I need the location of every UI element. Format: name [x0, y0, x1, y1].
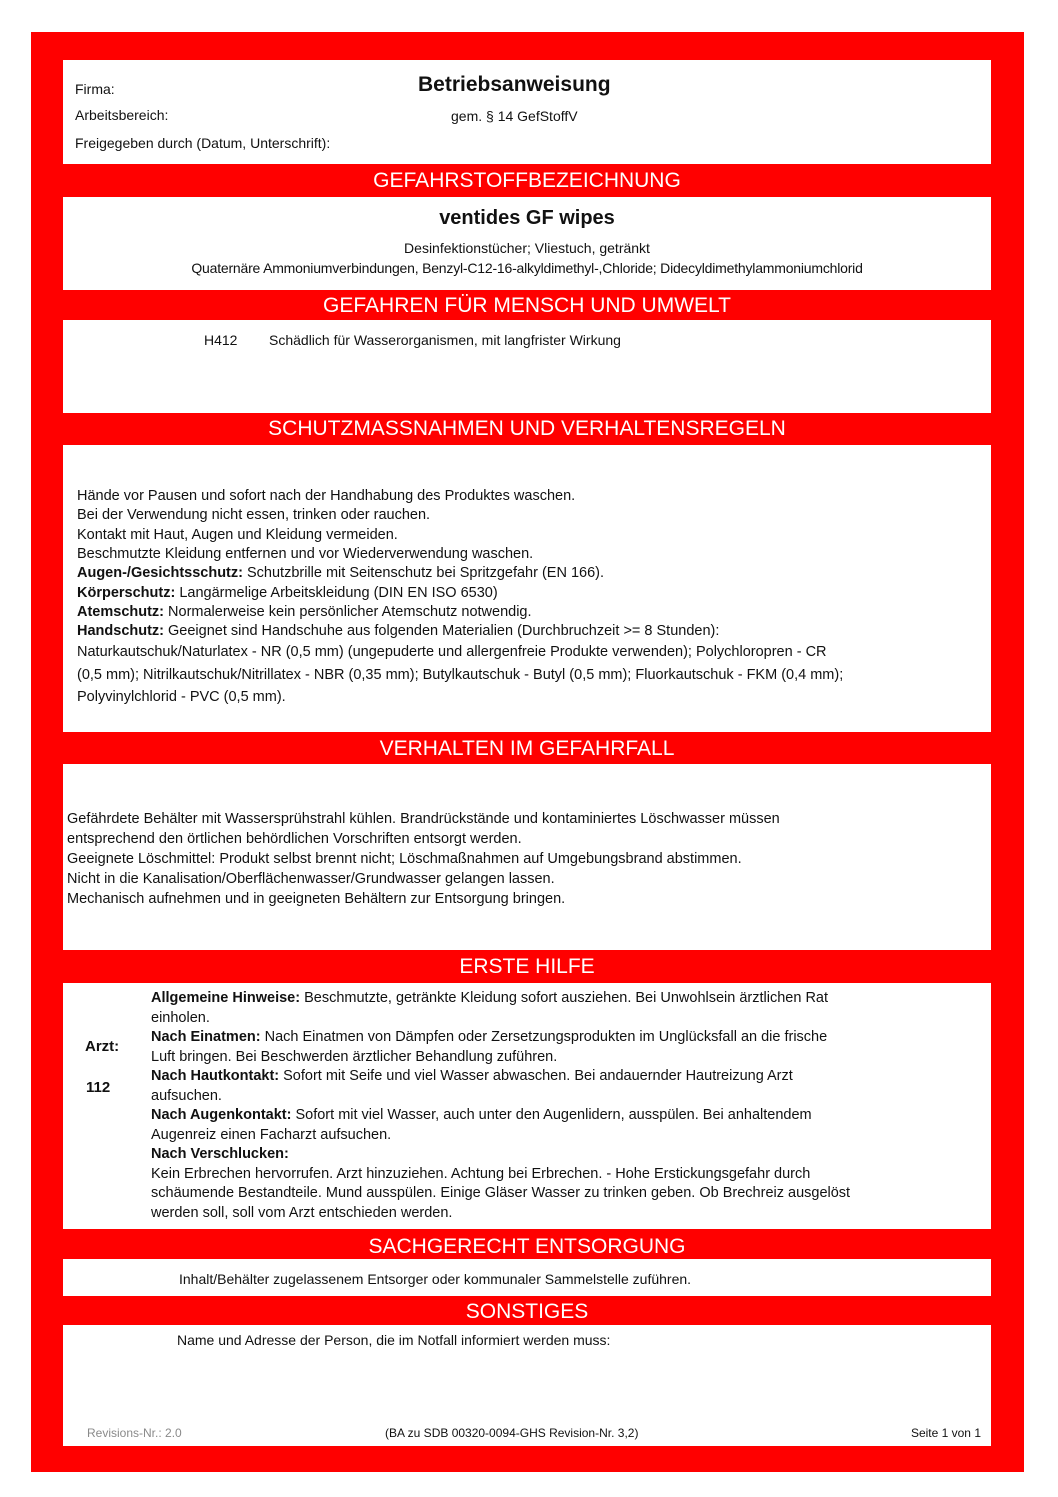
- erste-hilfe-line: [151, 1067, 793, 1087]
- section-heading-erste-hilfe: ERSTE HILFE: [459, 955, 595, 978]
- gefahren-panel: [63, 320, 991, 413]
- schutz-line-label: Atemschutz:: [77, 603, 165, 620]
- section-heading-gefahrfall: VERHALTEN IM GEFAHRFALL: [379, 737, 675, 760]
- erste-hilfe-line-label: Nach Hautkontakt:: [151, 1068, 280, 1084]
- glove-line: [77, 666, 843, 686]
- schutz-line: [77, 622, 719, 642]
- gefahrstoff-panel: [63, 197, 991, 290]
- schutz-line: [77, 506, 430, 526]
- erste-hilfe-line-text: Sofort mit viel Wasser, auch unter den Augenlidern, ausspülen. Bei anhaltendem: [291, 1107, 812, 1123]
- schutz-line: [77, 526, 398, 546]
- gefahrfall-line-text: Mechanisch aufnehmen und in geeigneten Behältern zur Entsorgung bringen.: [67, 891, 566, 907]
- glove-line: [77, 688, 286, 708]
- schutz-line-text: Kontakt mit Haut, Augen und Kleidung vermeiden.: [77, 526, 398, 543]
- page-subtitle: gem. § 14 GefStoffV: [451, 108, 578, 124]
- section-heading-entsorgung: SACHGERECHT ENTSORGUNG: [368, 1235, 686, 1258]
- arbeitsbereich-label: Arbeitsbereich:: [75, 107, 169, 123]
- erste-hilfe-line-text: Nach Einatmen von Dämpfen oder Zersetzungsprodukten im Unglücksfall an die frische: [260, 1029, 828, 1045]
- erste-hilfe-line-text: einholen.: [151, 1009, 210, 1026]
- product-name: ventides GF wipes: [439, 207, 615, 229]
- footer-reference: (BA zu SDB 00320-0094-GHS Revision-Nr. 3,2): [385, 1426, 639, 1440]
- schutz-line-text: Geeignet sind Handschuhe aus folgenden Materialien (Durchbruchzeit >= 8 Stunden):: [164, 623, 720, 640]
- arzt-label: Arzt:: [85, 1038, 120, 1055]
- hazard-code: H412: [204, 332, 238, 348]
- schutz-line-text: Normalerweise kein persönlicher Atemschutz notwendig.: [164, 603, 532, 620]
- erste-hilfe-line-text: schäumende Bestandteile. Mund ausspülen. Einige Gläser Wasser zu trinken geben. Ob Brechreiz ausgelöst: [151, 1185, 851, 1201]
- product-ingredients: Quaternäre Ammoniumverbindungen, Benzyl-C12-16-alkyldimethyl-,Chloride; Didecyldimethylammoniumchlorid: [191, 260, 863, 276]
- gefahrfall-line: [67, 830, 522, 850]
- footer-page: Seite 1 von 1: [910, 1426, 981, 1440]
- erste-hilfe-line-text: Augenreiz einen Facharzt aufsuchen.: [151, 1126, 392, 1143]
- page-title: Betriebsanweisung: [418, 73, 611, 96]
- erste-hilfe-line-label: Nach Verschlucken:: [151, 1146, 289, 1162]
- erste-hilfe-line-text: aufsuchen.: [151, 1087, 222, 1104]
- schutz-line-label: Körperschutz:: [77, 584, 176, 601]
- schutz-line-text: Bei der Verwendung nicht essen, trinken oder rauchen.: [77, 507, 431, 524]
- erste-hilfe-line: [151, 1048, 557, 1068]
- erste-hilfe-line-text: Beschmutzte, getränkte Kleidung sofort ausziehen. Bei Unwohlsein ärztlichen Rat: [300, 990, 829, 1006]
- section-heading-gefahrstoff: GEFAHRSTOFFBEZEICHNUNG: [373, 169, 681, 192]
- firma-label: Firma:: [75, 81, 115, 97]
- schutz-line-label: Augen-/Gesichtsschutz:: [77, 565, 243, 582]
- erste-hilfe-line-text: Sofort mit Seife und viel Wasser abwaschen. Bei andauernder Hautreizung Arzt: [279, 1068, 793, 1084]
- erste-hilfe-line: [151, 1145, 289, 1165]
- schutz-line-text: Schutzbrille mit Seitenschutz bei Spritzgefahr (EN 166).: [242, 565, 605, 582]
- gefahrfall-line-text: entsprechend den örtlichen behördlichen Vorschriften entsorgt werden.: [67, 831, 522, 847]
- schutz-line-label: Handschutz:: [77, 623, 164, 640]
- product-description: Desinfektionstücher; Vliestuch, getränkt: [404, 240, 650, 256]
- erste-hilfe-line-text: Luft bringen. Bei Beschwerden ärztlicher Behandlung zuführen.: [151, 1048, 558, 1065]
- arzt-number: 112: [86, 1079, 111, 1096]
- sonstiges-text: Name und Adresse der Person, die im Notfall informiert werden muss:: [177, 1332, 611, 1348]
- glove-line: [77, 643, 827, 663]
- gefahrfall-line-text: Nicht in die Kanalisation/Oberflächenwasser/Grundwasser gelangen lassen.: [67, 871, 555, 887]
- erste-hilfe-line: [151, 1184, 850, 1204]
- section-heading-schutz: SCHUTZMASSNAHMEN UND VERHALTENSREGELN: [268, 417, 786, 440]
- freigegeben-label: Freigegeben durch (Datum, Unterschrift):: [75, 135, 331, 151]
- section-heading-sonstiges: SONSTIGES: [465, 1300, 589, 1323]
- hazard-text: Schädlich für Wasserorganismen, mit langfrister Wirkung: [269, 332, 621, 348]
- erste-hilfe-panel: [63, 983, 991, 1229]
- glove-line-text: Polyvinylchlorid - PVC (0,5 mm).: [77, 689, 286, 705]
- gefahrfall-line: [67, 890, 565, 910]
- schutz-line: [77, 564, 604, 584]
- erste-hilfe-line-label: Nach Augenkontakt:: [151, 1107, 292, 1123]
- gefahrfall-panel: [63, 764, 991, 950]
- footer-revision: Revisions-Nr.: 2.0: [87, 1426, 182, 1440]
- schutz-line-text: Beschmutzte Kleidung entfernen und vor Wiederverwendung waschen.: [77, 545, 534, 562]
- gefahrfall-line: [67, 810, 780, 830]
- section-heading-gefahren: GEFAHREN FÜR MENSCH UND UMWELT: [323, 294, 731, 317]
- erste-hilfe-line: [151, 1028, 827, 1048]
- erste-hilfe-line: [151, 1009, 210, 1029]
- gefahrfall-line: [67, 850, 742, 870]
- schutz-line: [77, 584, 498, 604]
- erste-hilfe-line: [151, 1165, 810, 1185]
- erste-hilfe-line-label: Nach Einatmen:: [151, 1029, 261, 1045]
- erste-hilfe-line-label: Allgemeine Hinweise:: [151, 990, 301, 1006]
- entsorgung-text: Inhalt/Behälter zugelassenem Entsorger oder kommunaler Sammelstelle zuführen.: [179, 1271, 692, 1287]
- glove-line-text: (0,5 mm); Nitrilkautschuk/Nitrillatex - NBR (0,35 mm); Butylkautschuk - Butyl (0,5 mm); Fluorkautschuk - FKM (0,4 mm);: [77, 666, 844, 683]
- schutz-panel: [63, 445, 991, 732]
- erste-hilfe-line: [151, 1106, 812, 1126]
- erste-hilfe-line: [151, 989, 828, 1009]
- erste-hilfe-line: [151, 1204, 452, 1224]
- schutz-line-text: Hände vor Pausen und sofort nach der Handhabung des Produktes waschen.: [77, 488, 576, 504]
- schutz-line-text: Langärmelige Arbeitskleidung (DIN EN ISO 6530): [175, 584, 498, 601]
- erste-hilfe-line: [151, 1126, 391, 1146]
- glove-line-text: Naturkautschuk/Naturlatex - NR (0,5 mm) (ungepuderte und allergenfreie Produkte verwenden); Polychloropren - CR: [77, 644, 827, 660]
- erste-hilfe-line-text: Kein Erbrechen hervorrufen. Arzt hinzuziehen. Achtung bei Erbrechen. - Hohe Erstickungsgefahr durch: [151, 1165, 811, 1182]
- schutz-line: [77, 545, 533, 565]
- erste-hilfe-line: [151, 1087, 222, 1107]
- schutz-line: [77, 603, 532, 623]
- erste-hilfe-line-text: werden soll, soll vom Arzt entschieden werden.: [151, 1204, 453, 1221]
- gefahrfall-line: [67, 870, 555, 890]
- sonstiges-panel: [63, 1325, 991, 1446]
- gefahrfall-line-text: Geeignete Löschmittel: Produkt selbst brennt nicht; Löschmaßnahmen auf Umgebungsbrand abstimmen.: [67, 851, 742, 867]
- header-panel: [63, 60, 991, 164]
- schutz-line: [77, 487, 575, 507]
- gefahrfall-line-text: Gefährdete Behälter mit Wassersprühstrahl kühlen. Brandrückstände und kontaminiertes Löschwasser müssen: [67, 811, 780, 827]
- entsorgung-panel: [63, 1259, 991, 1296]
